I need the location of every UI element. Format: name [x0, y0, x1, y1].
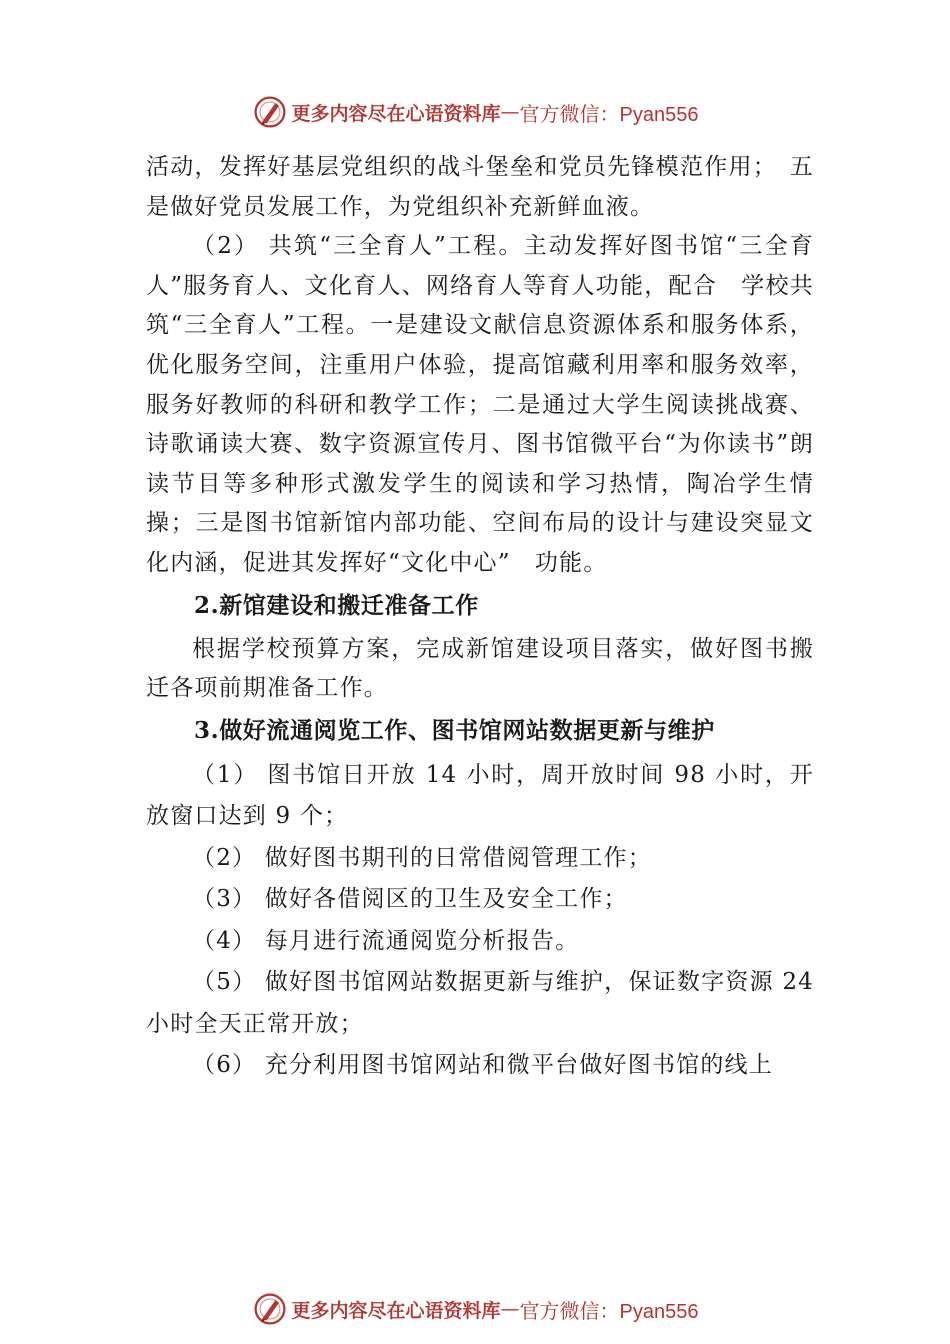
section-heading-new-library: 2.新馆建设和搬迁准备工作: [194, 591, 479, 619]
header-watermark: [0, 92, 950, 132]
pen-nib-logo-icon: [252, 1291, 288, 1327]
pen-nib-logo-icon: [252, 94, 288, 130]
list-item: （2） 做好图书期刊的日常借阅管理工作；: [192, 844, 652, 871]
watermark-account-text: 官方微信：Pyan556: [519, 1300, 699, 1323]
list-item: （5） 做好图书馆网站数据更新与维护，保证数字资源 24 小时全天正常开放；: [146, 969, 814, 1037]
watermark-separator: —: [500, 1298, 520, 1320]
paragraph-three-all-education: （2） 共筑“三全育人”工程。主动发挥好图书馆“三全育人”服务育人、文化育人、网络育人等育人功能，配合 学校共筑“三全育人”工程。一是建设文献信息资源体系和服务体系，优化服务空间，注重用户体验，提高馆藏利用率和服务效率，服务好教师的科研和教学工作；二是通过大学生阅读挑战赛、诗歌诵读大赛、数字资源宣传月、图书馆微平台“为你读书”朗读节目等多种形式激发学生的阅读和学习热情，陶冶学生情操；三是图书馆新馆内部功能、空间布局的设计与建设突显文化内涵，促进其发挥好“文化中心” 功能。: [146, 233, 814, 576]
footer-watermark: [0, 1289, 950, 1329]
section-heading-circulation: 3.做好流通阅览工作、图书馆网站数据更新与维护: [194, 716, 715, 744]
list-item: （4） 每月进行流通阅览分析报告。: [192, 927, 580, 954]
paragraph-new-library: 根据学校预算方案，完成新馆建设项目落实，做好图书搬迁各项前期准备工作。: [146, 635, 814, 702]
document-body: [146, 148, 814, 1087]
watermark-brand-text: 更多内容尽在心语资料库: [291, 1299, 501, 1322]
watermark-separator: —: [500, 101, 520, 123]
watermark-brand-text: 更多内容尽在心语资料库: [291, 102, 501, 125]
watermark-account-text: 官方微信：Pyan556: [519, 103, 699, 126]
list-item: （6） 充分利用图书馆网站和微平台做好图书馆的线上: [192, 1052, 773, 1079]
list-item: （3） 做好各借阅区的卫生及安全工作；: [192, 886, 628, 913]
paragraph-continued: 活动，发挥好基层党组织的战斗堡垒和党员先锋模范作用； 五是做好党员发展工作，为党组织补充新鲜血液。: [146, 154, 814, 220]
list-item: （1） 图书馆日开放 14 小时，周开放时间 98 小时，开放窗口达到 9 个；: [146, 761, 814, 830]
